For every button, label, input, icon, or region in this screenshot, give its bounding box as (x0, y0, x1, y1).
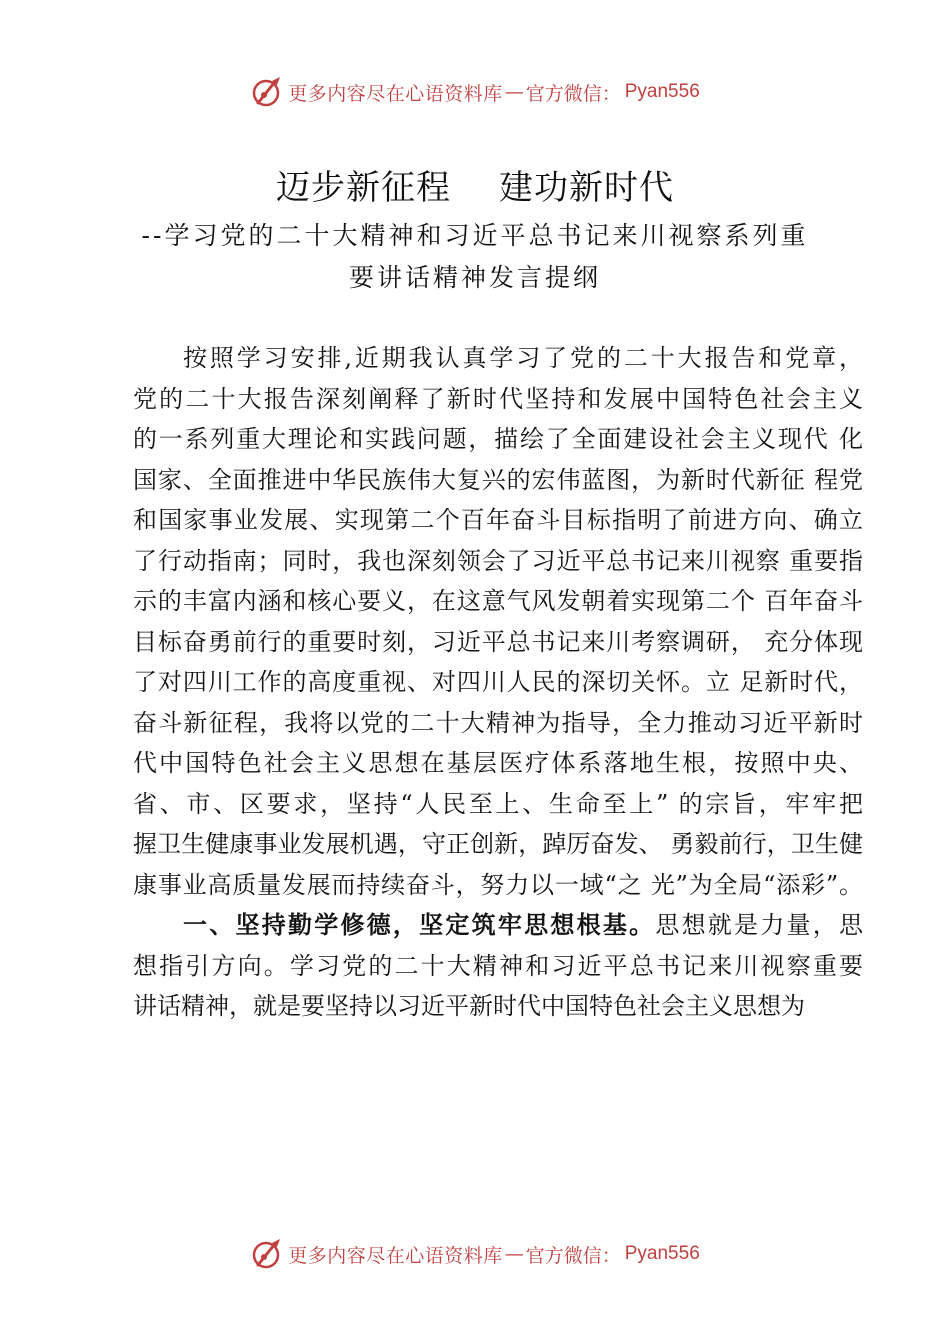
body-line: 的一系列重大理论和实践问题，描绘了全面建设社会主义现代 化 (133, 425, 863, 453)
subtitle-line-2: 要讲话精神发言提纲 (348, 263, 601, 292)
document-body (133, 338, 863, 1027)
title-part-2: 建功新时代 (499, 168, 674, 208)
watermark-wechat-id: Pyan556 (624, 1243, 700, 1264)
subtitle-line-1: --学习党的二十大精神和习近平总书记来川视察系列重 (141, 221, 809, 250)
body-line: 按照学习安排,近期我认真学习了党的二十大报告和党章， (183, 344, 863, 372)
section-1-line: 想指引方向。学习党的二十大精神和习近平总书记来川视察重要 (133, 951, 863, 980)
watermark-separator: — (504, 81, 524, 103)
body-line: 了行动指南；同时，我也深刻领会了习近平总书记来川视察 重要指 (133, 546, 863, 575)
section-1-first-line-rest: 思想就是力量，思 (655, 911, 864, 939)
document-title (0, 160, 950, 209)
body-line: 握卫生健康事业发展机遇，守正创新，踔厉奋发、 勇毅前行，卫生健 (133, 830, 863, 858)
body-line: 康事业高质量发展而持续奋斗，努力以一域“之 光”为全局“添彩”。 (133, 870, 863, 899)
footer-watermark (0, 1234, 950, 1274)
watermark-wechat-label: 官方微信： (525, 1244, 621, 1267)
body-line: 省、市、区要求，坚持“人民至上、生命至上” 的宗旨，牢牢把 (133, 789, 863, 818)
title-part-1: 迈步新征程 (276, 168, 451, 208)
header-watermark (0, 72, 950, 112)
watermark-text: 更多内容尽在心语资料库 (288, 82, 503, 105)
body-line: 奋斗新征程，我将以党的二十大精神为指导，全力推动习近平新时 (133, 708, 863, 737)
body-line: 和国家事业发展、实现第二个百年奋斗目标指明了前进方向、确立 (133, 506, 863, 534)
section-1-first-line (133, 905, 863, 946)
watermark-wechat-label: 官方微信： (525, 82, 621, 105)
body-line: 国家、全面推进中华民族伟大复兴的宏伟蓝图，为新时代新征 程党 (133, 465, 863, 494)
body-line: 示的丰富内涵和核心要义，在这意气风发朝着实现第二个 百年奋斗 (133, 587, 863, 615)
body-line: 代中国特色社会主义思想在基层医疗体系落地生根，按照中央、 (133, 749, 863, 777)
brush-logo-icon (250, 75, 284, 109)
watermark-separator: — (504, 1243, 524, 1265)
brush-logo-icon (250, 1237, 284, 1271)
watermark-wechat-id: Pyan556 (624, 81, 700, 102)
body-line: 目标奋勇前行的重要时刻，习近平总书记来川考察调研， 充分体现 (133, 627, 863, 656)
section-1-heading: 一、坚持勤学修德，坚定筑牢思想根基。 (183, 911, 656, 939)
watermark-text: 更多内容尽在心语资料库 (288, 1244, 503, 1267)
section-1-line: 讲话精神，就是要坚持以习近平新时代中国特色社会主义思想为 (133, 992, 805, 1020)
body-line: 党的二十大报告深刻阐释了新时代坚持和发展中国特色社会主义 (133, 384, 863, 413)
body-line: 了对四川工作的高度重视、对四川人民的深切关怀。立 足新时代， (133, 668, 863, 696)
